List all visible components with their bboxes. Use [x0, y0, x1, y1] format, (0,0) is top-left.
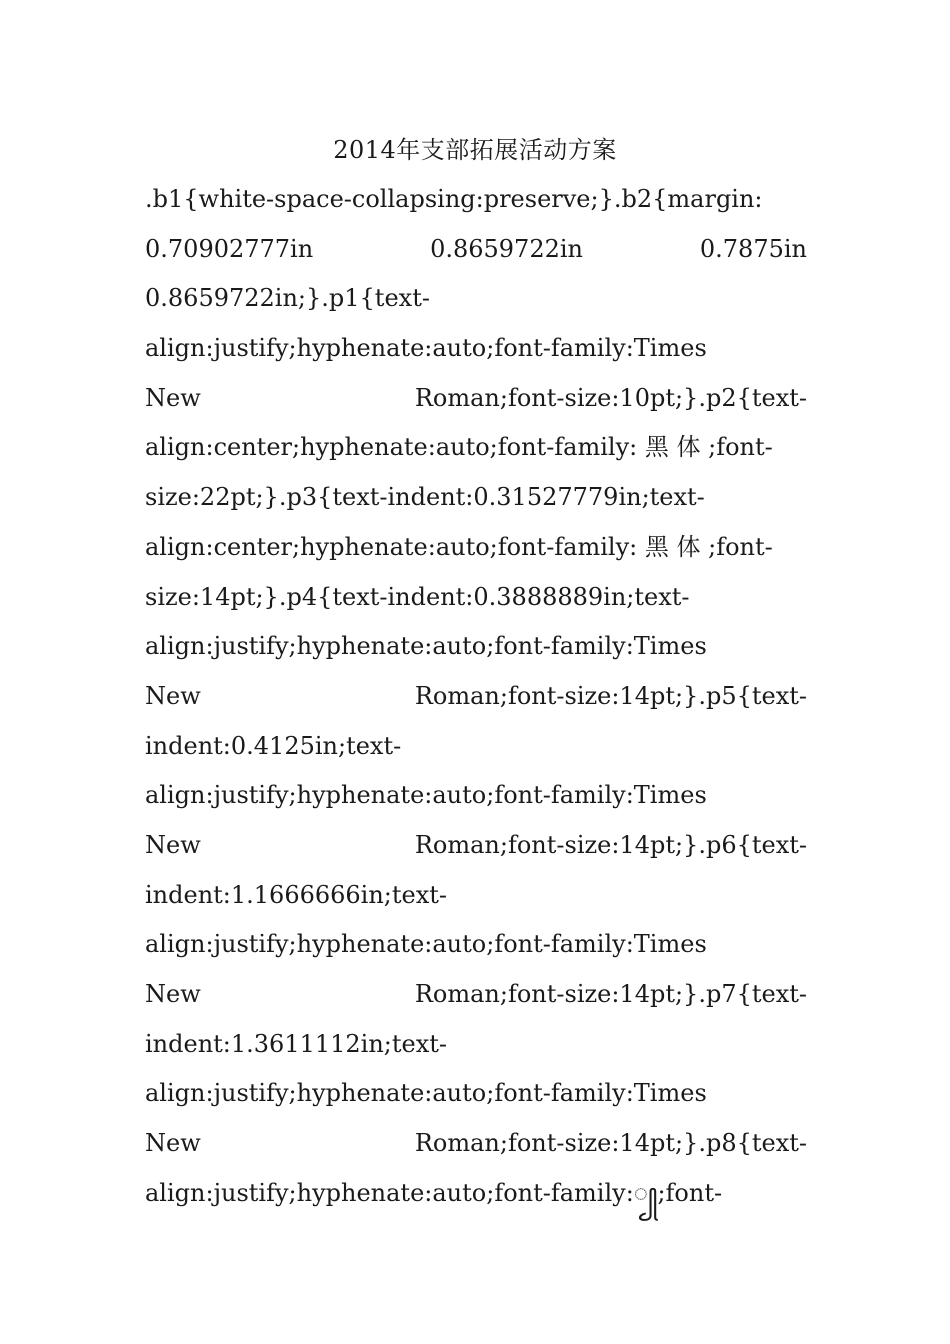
- text-line: [145, 182, 807, 232]
- text-fragment: align:justify;hyphenate:auto;font-family:Times: [145, 1079, 707, 1108]
- text-line: [145, 381, 807, 431]
- text-fragment: Roman;font-size:10pt;}.p2{text-: [414, 383, 807, 412]
- text-line: [145, 977, 807, 1027]
- text-line: [145, 232, 807, 282]
- text-fragment: Roman;font-size:14pt;}.p5{text-: [414, 681, 807, 710]
- text-fragment: 0.8659722in: [430, 234, 583, 263]
- text-fragment: align:center;hyphenate:auto;font-family: 黑 体 ;font-: [145, 532, 773, 561]
- text-fragment: align:center;hyphenate:auto;font-family: 黑 体 ;font-: [145, 433, 773, 462]
- text-fragment: align:justify;hyphenate:auto;font-family:Times: [145, 781, 707, 810]
- text-line: [145, 580, 807, 630]
- text-line: [145, 729, 807, 779]
- text-fragment: indent:0.4125in;text-: [145, 731, 402, 760]
- text-fragment: size:14pt;}.p4{text-indent:0.3888889in;text-: [145, 582, 690, 611]
- text-fragment: align:justify;hyphenate:auto;font-family:Times: [145, 334, 707, 363]
- text-fragment: .b1{white-space-collapsing:preserve;}.b2{margin:: [145, 185, 763, 213]
- text-line: [145, 1126, 807, 1176]
- text-line: [145, 1027, 807, 1077]
- text-fragment: 0.8659722in;}.p1{text-: [145, 284, 430, 313]
- text-fragment: New: [145, 681, 201, 710]
- text-line: [145, 480, 807, 530]
- text-line: [145, 629, 807, 679]
- text-line: [145, 530, 807, 580]
- text-line: [145, 430, 807, 480]
- text-line: [145, 281, 807, 331]
- text-fragment: align:justify;hyphenate:auto;font-family:Times: [145, 930, 707, 959]
- text-fragment: Roman;font-size:14pt;}.p6{text-: [414, 830, 807, 859]
- text-line: [145, 878, 807, 928]
- text-fragment: Roman;font-size:14pt;}.p8{text-: [414, 1129, 807, 1158]
- text-fragment: New: [145, 1129, 201, 1158]
- text-line: [145, 828, 807, 878]
- text-fragment: New: [145, 383, 201, 412]
- text-fragment: align:justify;hyphenate:auto;font-family:Times: [145, 632, 707, 661]
- text-line: [145, 927, 807, 977]
- text-line: [145, 1176, 807, 1226]
- document-title: 2014年支部拓展活动方案: [333, 136, 617, 164]
- text-fragment: 0.7875in: [699, 234, 807, 263]
- text-line: [145, 331, 807, 381]
- text-fragment: indent:1.1666666in;text-: [145, 880, 448, 909]
- text-fragment: New: [145, 830, 201, 859]
- text-line: [145, 679, 807, 729]
- text-fragment: indent:1.3611112in;text-: [145, 1029, 448, 1058]
- text-line: [145, 1076, 807, 1126]
- text-fragment: align:justify;hyphenate:auto;font-family:꧀;font-: [145, 1178, 723, 1207]
- text-fragment: 0.70902777in: [145, 234, 314, 263]
- text-fragment: size:22pt;}.p3{text-indent:0.31527779in;text-: [145, 483, 705, 512]
- text-fragment: New: [145, 980, 201, 1008]
- text-fragment: Roman;font-size:14pt;}.p7{text-: [414, 980, 807, 1008]
- document-body: [145, 182, 807, 1225]
- text-line: [145, 778, 807, 828]
